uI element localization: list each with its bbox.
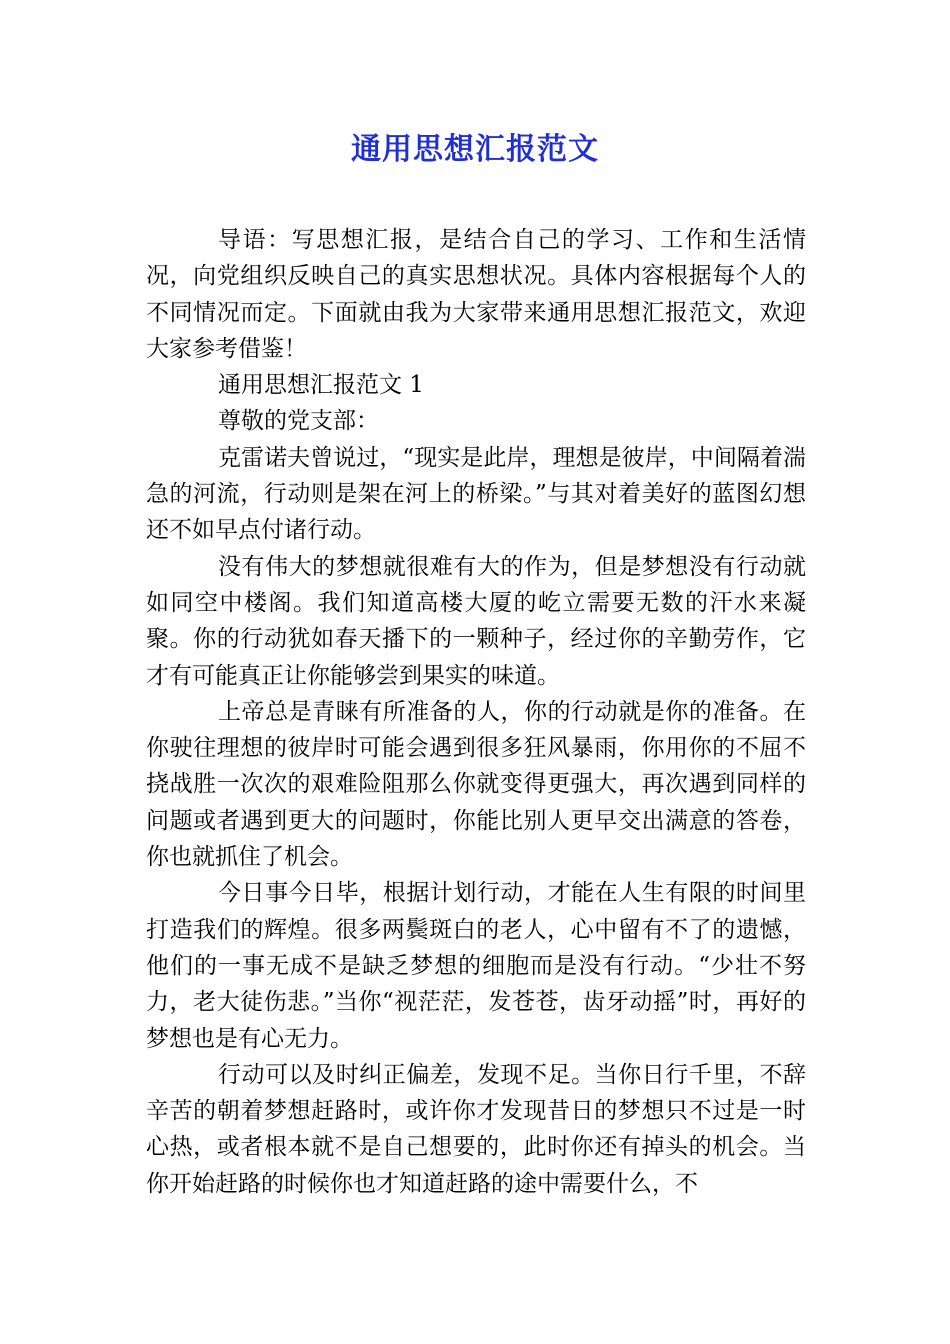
paragraph: 没有伟大的梦想就很难有大的作为，但是梦想没有行动就如同空中楼阁。我们知道高楼大厦的屹立需要无数的汗水来凝聚。你的行动犹如春天播下的一颗种子，经过你的辛勤劳作，它才有可能真正让你能够尝到果实的味道。 [146,553,806,689]
paragraph-intro: 导语：写思想汇报，是结合自己的学习、工作和生活情况，向党组织反映自己的真实思想状况。具体内容根据每个人的不同情况而定。下面就由我为大家带来通用思想汇报范文，欢迎大家参考借鉴！ [146,227,806,362]
paragraph-heading-1: 通用思想汇报范文 1 [218,372,424,399]
document-title: 通用思想汇报范文 [351,132,599,167]
paragraph: 行动可以及时纠正偏差，发现不足。当你日行千里，不辞辛苦的朝着梦想赶路时，或许你才发现昔日的梦想只不过是一时心热，或者根本就不是自己想要的，此时你还有掉头的机会。当你开始赶路的时候你也才知道赶路的途中需要什么，不 [146,1061,806,1197]
paragraph: 今日事今日毕，根据计划行动，才能在人生有限的时间里打造我们的辉煌。很多两鬓斑白的老人，心中留有不了的遗憾，他们的一事无成不是缺乏梦想的细胞而是没有行动。“少壮不努力，老大徒伤悲。”当你“视茫茫，发苍苍，齿牙动摇”时，再好的梦想也是有心无力。 [146,880,806,1052]
paragraph: 上帝总是青睐有所准备的人，你的行动就是你的准备。在你驶往理想的彼岸时可能会遇到很多狂风暴雨，你用你的不屈不挠战胜一次次的艰难险阻那么你就变得更强大，再次遇到同样的问题或者遇到更大的问题时，你能比别人更早交出满意的答卷，你也就抓住了机会。 [146,698,806,871]
document-body [146,222,806,1202]
paragraph-salutation: 尊敬的党支部： [218,408,379,435]
paragraph: 克雷诺夫曾说过，“现实是此岸，理想是彼岸，中间隔着湍急的河流，行动则是架在河上的桥梁。”与其对着美好的蓝图幻想还不如早点付诸行动。 [146,444,806,544]
